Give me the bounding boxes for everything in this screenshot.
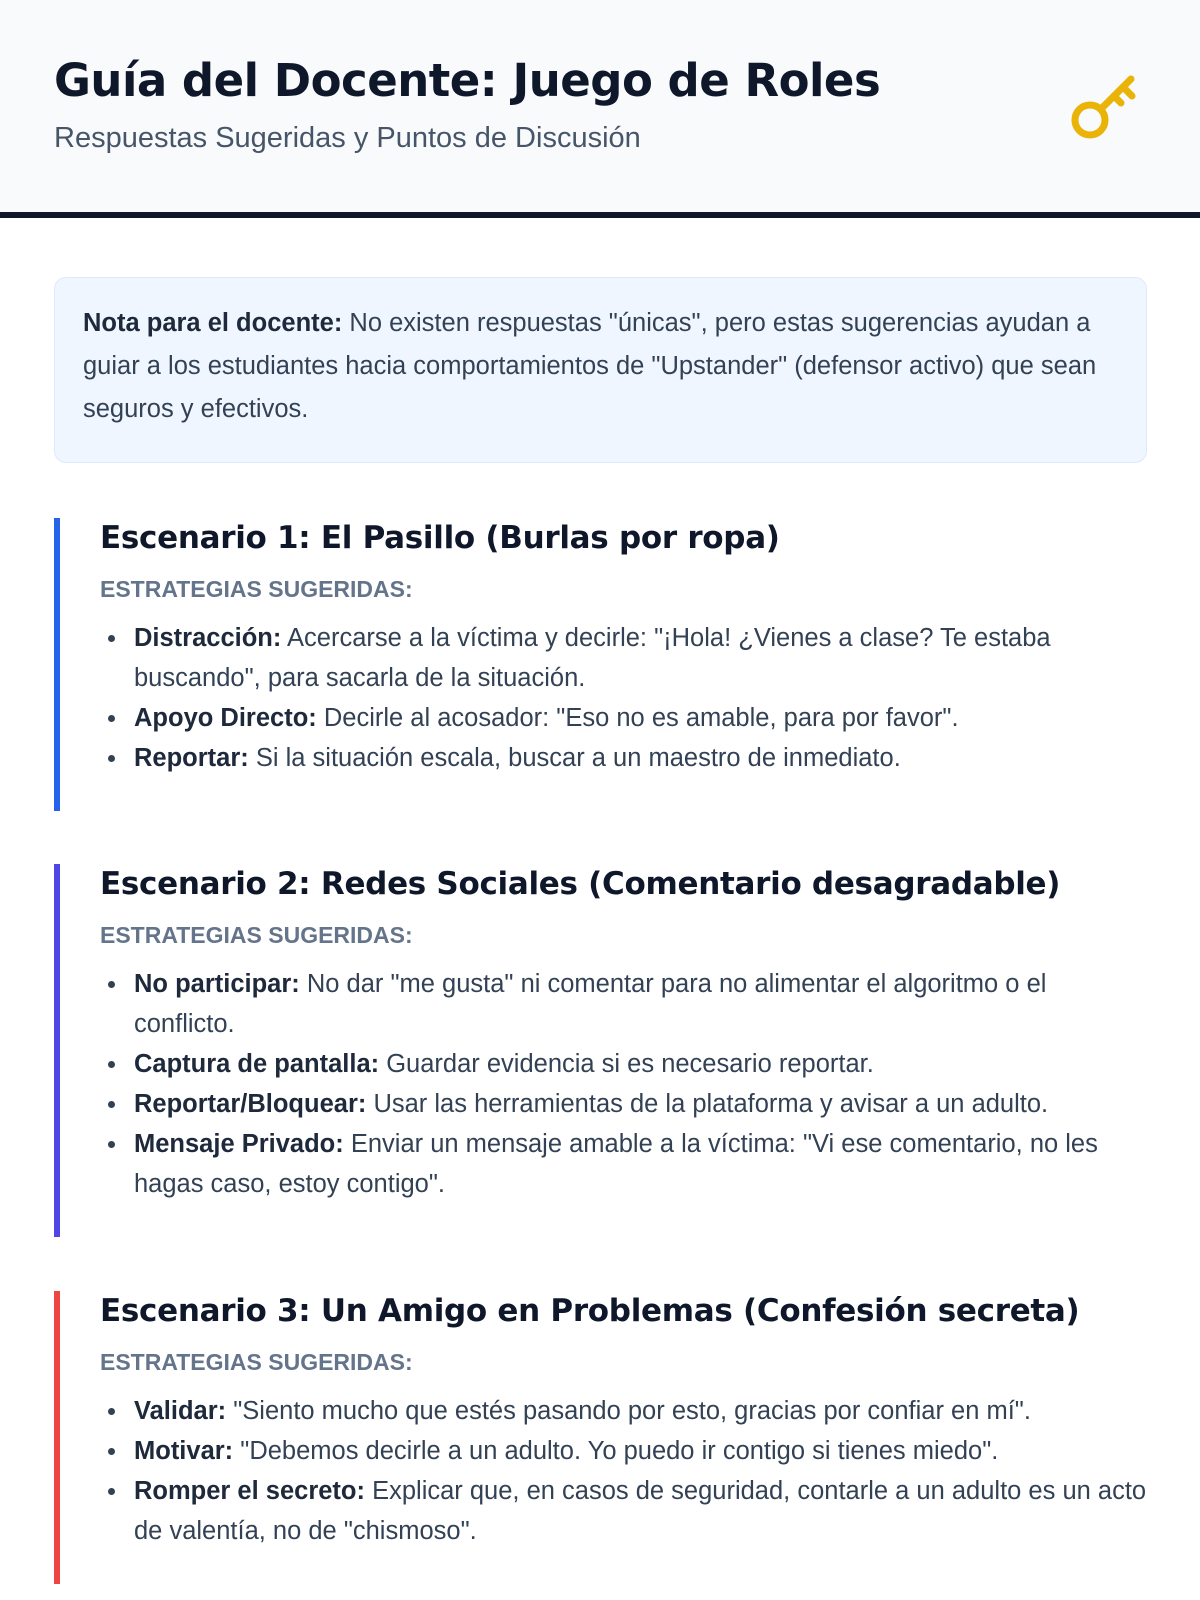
- strategy-term: Validar:: [134, 1397, 227, 1425]
- strategy-item: [134, 738, 1147, 778]
- scenario-3-card: [54, 1291, 1147, 1584]
- strategy-text: "Debemos decirle a un adulto. Yo puedo ir contigo si tienes miedo".: [233, 1437, 999, 1465]
- teacher-note-text: No existen respuestas "únicas", pero estas sugerencias ayudan a guiar a los estudiantes hacia comportamientos de "Upstander" (defensor activo) que sean seguros y efectivos.: [83, 309, 1097, 423]
- scenario-2-title: Escenario 2: Redes Sociales (Comentario desagradable): [100, 866, 1061, 902]
- strategy-text: Explicar que, en casos de seguridad, contarle a un adulto es un acto de valentía, no de "chismoso".: [134, 1477, 1147, 1545]
- scenario-1-strategy-list: [100, 618, 1147, 778]
- strategy-item: [134, 1471, 1147, 1551]
- strategy-term: Apoyo Directo:: [134, 704, 317, 732]
- strategy-text: Si la situación escala, buscar a un maestro de inmediato.: [248, 744, 901, 772]
- strategy-term: Reportar:: [134, 744, 249, 772]
- strategy-item: [134, 618, 1147, 698]
- strategy-item: [134, 1391, 1147, 1431]
- scenario-3-title: Escenario 3: Un Amigo en Problemas (Confesión secreta): [100, 1293, 1080, 1329]
- strategy-item: [134, 1124, 1147, 1204]
- scenario-2-strategy-list: [100, 964, 1147, 1204]
- strategy-item: [134, 1431, 1147, 1471]
- scenario-2-strategies-label: ESTRATEGIAS SUGERIDAS:: [100, 922, 413, 948]
- strategy-term: Reportar/Bloquear:: [134, 1090, 367, 1118]
- teacher-note: [54, 277, 1147, 463]
- page-subtitle: Respuestas Sugeridas y Puntos de Discusión: [54, 122, 641, 154]
- scenario-1-title: Escenario 1: El Pasillo (Burlas por ropa): [100, 520, 780, 556]
- strategy-text: "Siento mucho que estés pasando por esto, gracias por confiar en mí".: [226, 1397, 1031, 1425]
- strategy-item: [134, 1044, 1147, 1084]
- strategy-term: Motivar:: [134, 1437, 234, 1465]
- strategy-term: Mensaje Privado:: [134, 1130, 344, 1158]
- strategy-term: Captura de pantalla:: [134, 1050, 380, 1078]
- scenario-1-card: [54, 518, 1147, 811]
- scenario-3-strategy-list: [100, 1391, 1147, 1551]
- page-title: Guía del Docente: Juego de Roles: [54, 54, 881, 107]
- strategy-term: Distracción:: [134, 624, 282, 652]
- strategy-item: [134, 698, 1147, 738]
- page-header: [0, 0, 1200, 218]
- scenario-1-strategies-label: ESTRATEGIAS SUGERIDAS:: [100, 576, 413, 602]
- strategy-item: [134, 1084, 1147, 1124]
- scenario-2-card: [54, 864, 1147, 1237]
- teacher-note-label: Nota para el docente:: [83, 309, 343, 337]
- scenario-3-strategies-label: ESTRATEGIAS SUGERIDAS:: [100, 1349, 413, 1375]
- strategy-text: Usar las herramientas de la plataforma y avisar a un adulto.: [366, 1090, 1049, 1118]
- strategy-term: Romper el secreto:: [134, 1477, 365, 1505]
- strategy-text: Guardar evidencia si es necesario reportar.: [379, 1050, 874, 1078]
- strategy-text: Acercarse a la víctima y decirle: "¡Hola! ¿Vienes a clase? Te estaba buscando", para sacarla de la situación.: [134, 624, 1051, 692]
- strategy-term: No participar:: [134, 970, 300, 998]
- key-icon: [1068, 70, 1144, 146]
- strategy-text: Decirle al acosador: "Eso no es amable, para por favor".: [316, 704, 959, 732]
- strategy-text: Enviar un mensaje amable a la víctima: "Vi ese comentario, no les hagas caso, estoy contigo".: [134, 1130, 1098, 1198]
- strategy-item: [134, 964, 1147, 1044]
- strategy-text: No dar "me gusta" ni comentar para no alimentar el algoritmo o el conflicto.: [134, 970, 1047, 1038]
